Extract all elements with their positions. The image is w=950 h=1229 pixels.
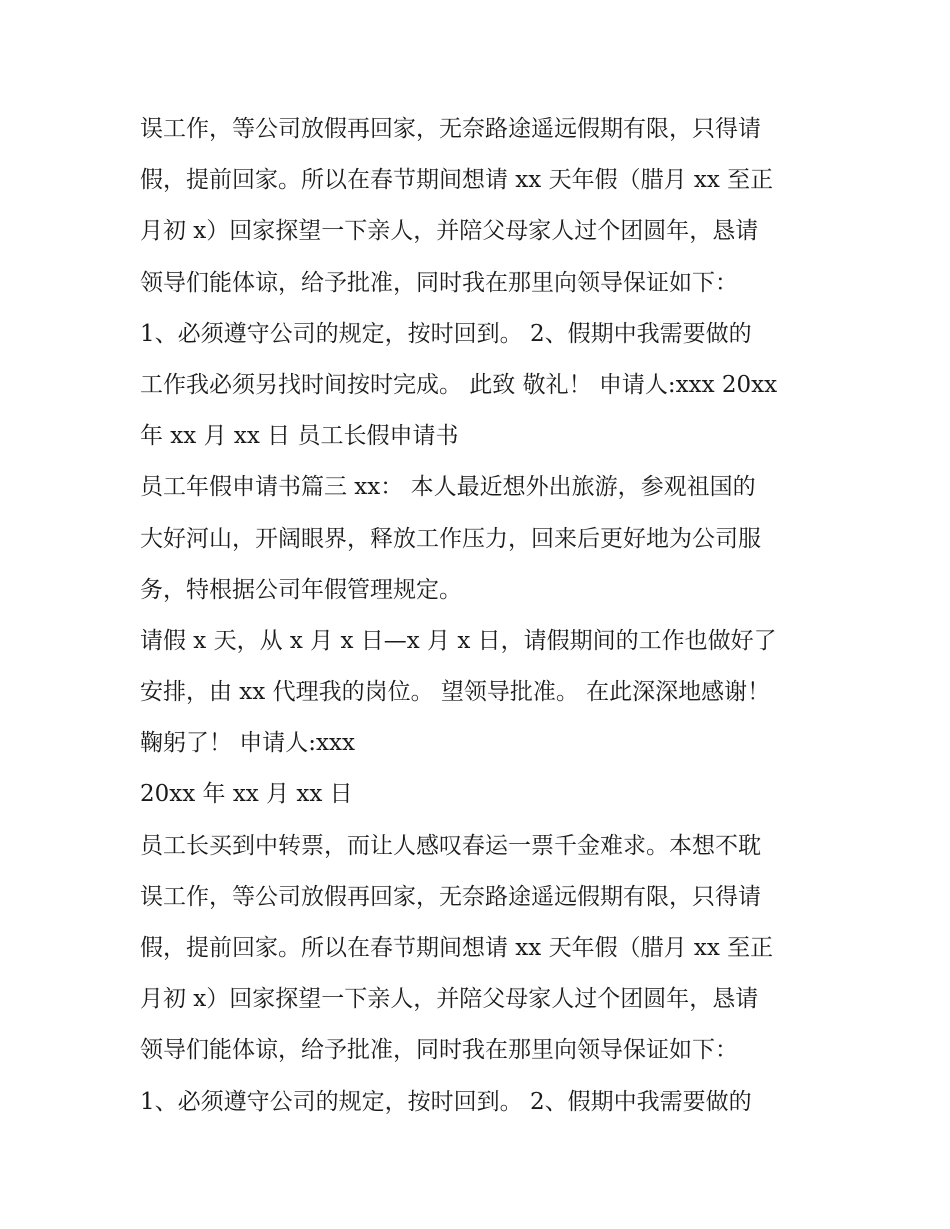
- text-line: 员工长买到中转票，而让人感叹春运一票千金难求。本想不耽: [140, 832, 761, 859]
- text-line: 误工作，等公司放假再回家，无奈路途遥远假期有限，只得请: [140, 883, 761, 910]
- text-line: 领导们能体谅，给予批准，同时我在那里向领导保证如下：: [140, 269, 738, 296]
- text-line: 1、必须遵守公司的规定，按时回到。 2、假期中我需要做的: [140, 320, 752, 347]
- text-line: 误工作，等公司放假再回家，无奈路途遥远假期有限，只得请: [140, 116, 761, 142]
- text-line: 大好河山，开阔眼界，释放工作压力，回来后更好地为公司服: [140, 525, 761, 552]
- text-line: 月初 x）回家探望一下亲人，并陪父母家人过个团圆年，恳请: [140, 218, 759, 245]
- text-line: 务，特根据公司年假管理规定。: [140, 576, 462, 603]
- text-line: 年 xx 月 xx 日 员工长假申请书: [140, 423, 459, 450]
- text-line: 请假 x 天，从 x 月 x 日—x 月 x 日，请假期间的工作也做好了: [140, 627, 777, 654]
- text-line: 工作我必须另找时间按时完成。 此致 敬礼！ 申请人:xxx 20xx: [140, 371, 778, 398]
- document-body: [140, 104, 830, 1128]
- text-line: 1、必须遵守公司的规定，按时回到。 2、假期中我需要做的: [140, 1088, 752, 1115]
- text-line: 员工年假申请书篇三 xx： 本人最近想外出旅游，参观祖国的: [140, 474, 756, 501]
- text-line: 月初 x）回家探望一下亲人，并陪父母家人过个团圆年，恳请: [140, 986, 759, 1013]
- text-line: 安排，由 xx 代理我的岗位。 望领导批准。 在此深深地感谢！: [140, 679, 771, 706]
- text-line: 20xx 年 xx 月 xx 日: [140, 781, 353, 808]
- text-line: 鞠躬了！ 申请人:xxx: [140, 730, 355, 757]
- text-line: 领导们能体谅，给予批准，同时我在那里向领导保证如下：: [140, 1037, 738, 1064]
- text-line: 假，提前回家。所以在春节期间想请 xx 天年假（腊月 xx 至正: [140, 167, 774, 194]
- text-line: 假，提前回家。所以在春节期间想请 xx 天年假（腊月 xx 至正: [140, 935, 774, 961]
